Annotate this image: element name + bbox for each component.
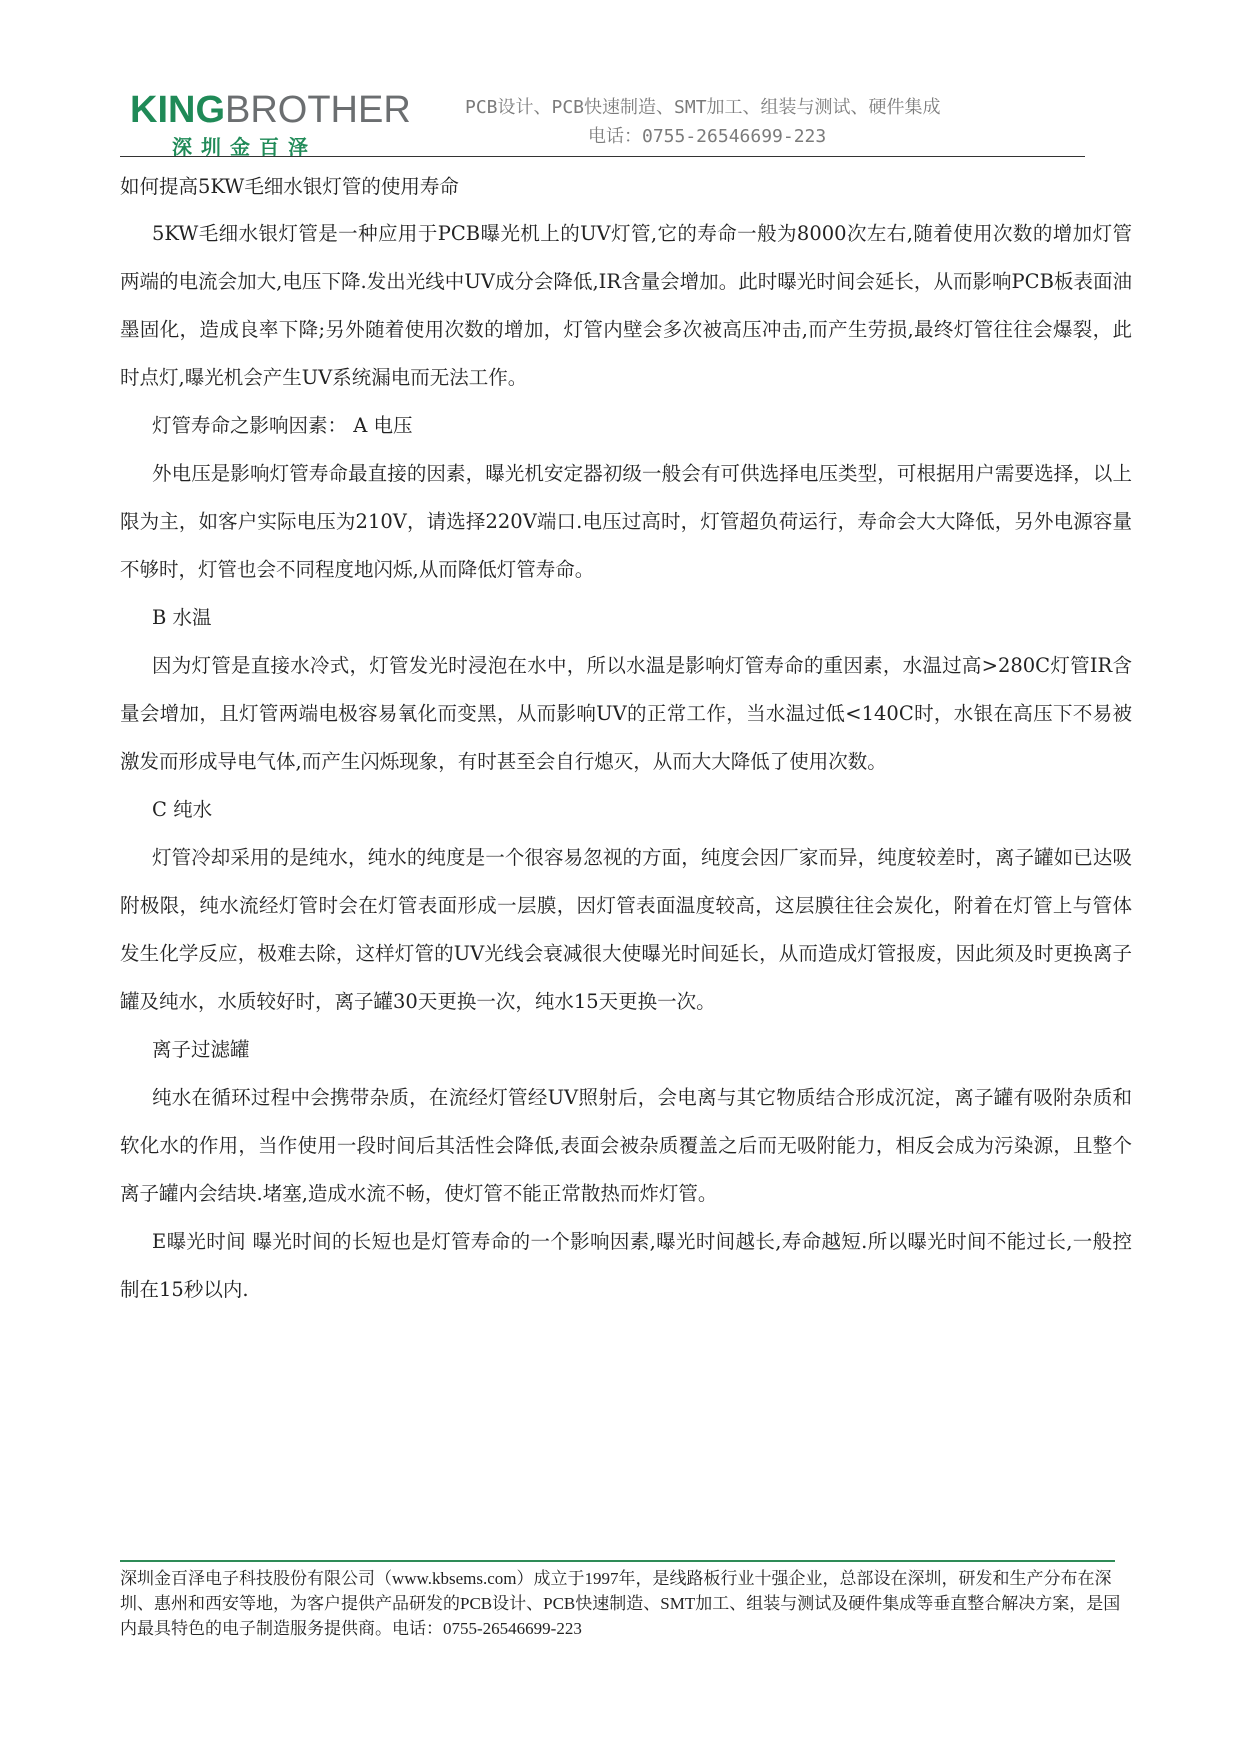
logo-brother-text: BROTHER (225, 89, 411, 131)
section-heading-ion-filter: 离子过滤罐 (152, 1038, 250, 1061)
document-body (120, 162, 1132, 1314)
paragraph-intro: 5KW毛细水银灯管是一种应用于PCB曝光机上的UV灯管,它的寿命一般为8000次左右,随着使用次数的增加灯管两端的电流会加大,电压下降.发出光线中UV成分会降低,IR含量会增加。此时曝光时间会延长，从而影响PCB板表面油墨固化，造成良率下降;另外随着使用次数的增加，灯管内壁会多次被高压冲击,而产生劳损,最终灯管往往会爆裂，此时点灯,曝光机会产生UV系统漏电而无法工作。 (120, 222, 1132, 389)
paragraph-pure-water: 灯管冷却采用的是纯水，纯水的纯度是一个很容易忽视的方面，纯度会因厂家而异，纯度较差时，离子罐如已达吸附极限，纯水流经灯管时会在灯管表面形成一层膜，因灯管表面温度较高，这层膜往往会炭化，附着在灯管上与管体发生化学反应，极难去除，这样灯管的UV光线会衰减很大使曝光时间延长，从而造成灯管报废，因此须及时更换离子罐及纯水，水质较好时，离子罐30天更换一次，纯水15天更换一次。 (120, 846, 1132, 1013)
paragraph-voltage: 外电压是影响灯管寿命最直接的因素，曝光机安定器初级一般会有可供选择电压类型，可根据用户需要选择，以上限为主，如客户实际电压为210V，请选择220V端口.电压过高时，灯管超负荷运行，寿命会大大降低，另外电源容量不够时，灯管也会不同程度地闪烁,从而降低灯管寿命。 (120, 462, 1132, 581)
paragraph-water-temp: 因为灯管是直接水冷式，灯管发光时浸泡在水中，所以水温是影响灯管寿命的重因素，水温过高>280C灯管IR含量会增加，且灯管两端电极容易氧化而变黑，从而影响UV的正常工作，当水温过低<140C时，水银在高压下不易被激发而形成导电气体,而产生闪烁现象，有时甚至会自行熄灭，从而大大降低了使用次数。 (120, 654, 1132, 773)
logo-chinese-name: 深圳金百泽 (172, 135, 317, 159)
footer-divider (120, 1560, 1115, 1562)
section-heading-voltage: 灯管寿命之影响因素： A 电压 (152, 414, 413, 437)
header-tagline: PCB设计、PCB快速制造、SMT加工、组装与测试、硬件集成 (465, 97, 941, 118)
logo-king-text: KING (130, 89, 225, 131)
header-phone: 电话：0755-26546699-223 (588, 126, 827, 147)
section-heading-water-temp: B 水温 (152, 606, 212, 629)
section-heading-pure-water: C 纯水 (152, 798, 213, 821)
logo-wordmark (130, 90, 411, 130)
header-divider (120, 156, 1085, 157)
company-footer: 深圳金百泽电子科技股份有限公司（www.kbsems.com）成立于1997年，是线路板行业十强企业，总部设在深圳，研发和生产分布在深圳、惠州和西安等地，为客户提供产品研发的PCB设计、PCB快速制造、SMT加工、组装与测试及硬件集成等垂直整合解决方案，是国内最具特色的电子制造服务提供商。电话：0755-26546699-223 (120, 1569, 1121, 1638)
document-title: 如何提高5KW毛细水银灯管的使用寿命 (120, 175, 459, 198)
page-header (120, 78, 1085, 158)
paragraph-exposure-time: E曝光时间 曝光时间的长短也是灯管寿命的一个影响因素,曝光时间越长,寿命越短.所以曝光时间不能过长,一般控制在15秒以内. (120, 1230, 1132, 1301)
kingbrother-logo (130, 89, 411, 159)
paragraph-ion-filter: 纯水在循环过程中会携带杂质，在流经灯管经UV照射后，会电离与其它物质结合形成沉淀，离子罐有吸附杂质和软化水的作用，当作使用一段时间后其活性会降低,表面会被杂质覆盖之后而无吸附能力，相反会成为污染源，且整个离子罐内会结块.堵塞,造成水流不畅，使灯管不能正常散热而炸灯管。 (120, 1086, 1132, 1205)
